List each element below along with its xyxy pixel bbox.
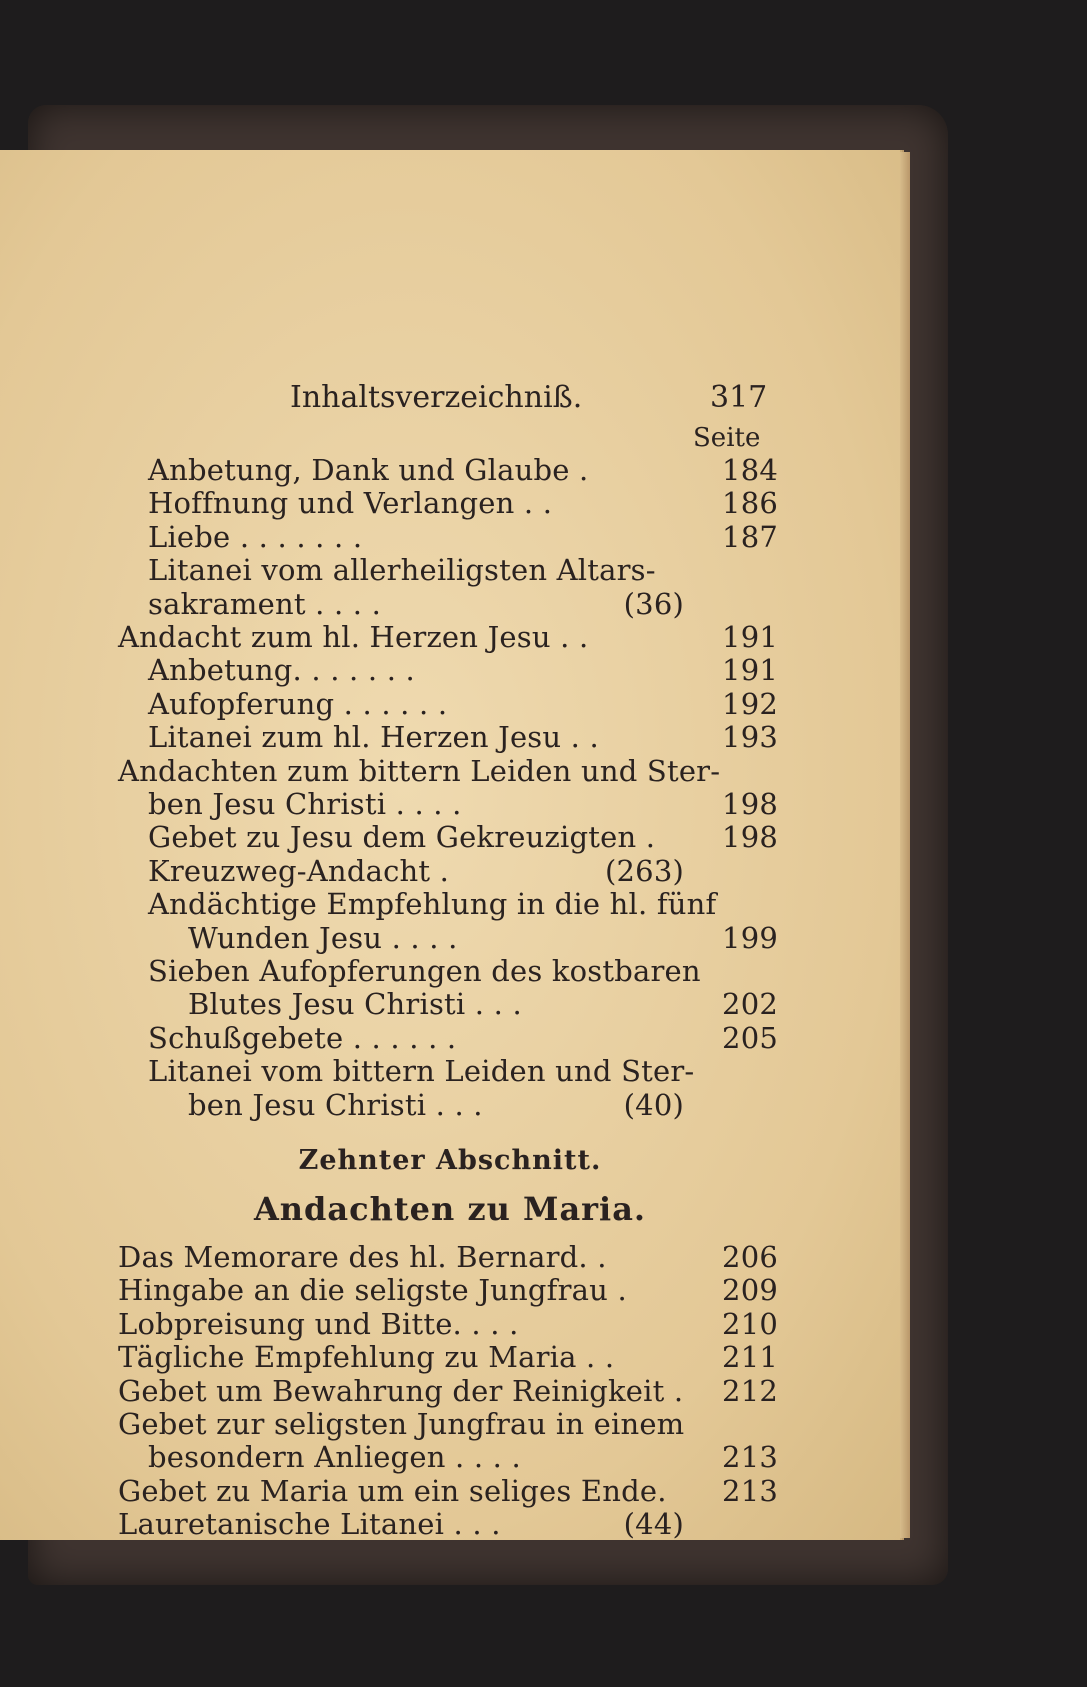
toc-entry-title: Gebet um Bewahrung der Reinigkeit . <box>118 1373 684 1408</box>
toc-entry-title: Lauretanische Litanei . . . <box>118 1507 501 1542</box>
toc-entry-title: Hoffnung und Verlangen . . <box>148 486 553 521</box>
toc-entry-title: Das Memorare des hl. Bernard. . <box>118 1240 607 1274</box>
toc-entry-title: Anbetung, Dank und Glaube . <box>148 453 589 487</box>
toc-entry-page: 186 <box>722 486 778 521</box>
toc-entry-page: 193 <box>722 720 778 755</box>
toc-entry-title: Litanei vom allerheiligsten Altars- <box>148 553 656 588</box>
toc-entry-title: Litanei vom bittern Leiden und Ster- <box>148 1054 695 1089</box>
toc-entry-page: (44) <box>623 1507 684 1542</box>
toc-entry-page: 198 <box>722 787 778 821</box>
toc-entry-page: 213 <box>722 1440 778 1475</box>
toc-entry-title: Tägliche Empfehlung zu Maria . . <box>118 1340 615 1375</box>
page-number: 317 <box>710 380 768 415</box>
toc-entry-page: 184 <box>722 453 778 487</box>
page-header-title: Inhaltsverzeichniß. <box>290 380 583 415</box>
toc-entry-page: 191 <box>722 620 778 654</box>
toc-entry-title: Litanei zum hl. Herzen Jesu . . <box>148 720 599 755</box>
toc-entry-title: Gebet zur seligsten Jungfrau in einem <box>118 1407 685 1441</box>
toc-entry-page: 191 <box>722 653 778 688</box>
toc-entry-title: Andächtige Empfehlung in die hl. fünf <box>148 887 717 922</box>
toc-entry-page: 199 <box>722 920 778 955</box>
toc-entry-title: Lobpreisung und Bitte. . . . <box>118 1306 519 1341</box>
section-number: Zehnter Abschnitt. <box>298 1145 602 1176</box>
toc-entry-page: (263) <box>605 853 684 888</box>
toc-entry-title: Schußgebete . . . . . . <box>148 1020 457 1055</box>
toc-entry-page: 210 <box>722 1306 778 1341</box>
toc-entry-title: Gebet zu Jesu dem Gekreuzigten . <box>148 820 656 855</box>
page-edge <box>900 152 910 1538</box>
toc-entry-title: Andachten zum bittern Leiden und Ster- <box>118 753 721 788</box>
toc-entry-title: sakrament . . . . <box>148 586 382 621</box>
toc-entry-title: ben Jesu Christi . . . <box>188 1087 483 1122</box>
toc-entry-page: (40) <box>623 1087 684 1122</box>
toc-entry-page: 205 <box>722 1020 778 1055</box>
toc-entry-page: 209 <box>722 1273 778 1308</box>
toc-entry-title: Wunden Jesu . . . . <box>188 920 458 955</box>
toc-entry-title: besondern Anliegen . . . . <box>148 1440 521 1475</box>
toc-entry-title: Sieben Aufopferungen des kostbaren <box>148 954 701 988</box>
toc-entry-title: Hingabe an die seligste Jungfrau . <box>118 1273 627 1308</box>
toc-entry-page: 213 <box>722 1473 778 1508</box>
book-page <box>0 150 900 1540</box>
toc-entry-title: Liebe . . . . . . . <box>148 519 363 554</box>
toc-entry-page: 212 <box>722 1373 778 1408</box>
toc-entry-page: 202 <box>722 987 778 1022</box>
toc-entry-page: 187 <box>722 519 778 554</box>
toc-entry-title: Aufopferung . . . . . . <box>148 686 448 721</box>
toc-entry-title: Andacht zum hl. Herzen Jesu . . <box>118 620 589 654</box>
toc-entry-page: 198 <box>722 820 778 855</box>
toc-entry-page: 192 <box>722 686 778 721</box>
column-label-seite: Seite <box>693 423 761 453</box>
toc-entry-title: ben Jesu Christi . . . . <box>148 787 462 821</box>
toc-entry-page: (36) <box>623 586 684 621</box>
toc-entry-title: Blutes Jesu Christi . . . <box>188 987 522 1022</box>
section-title: Andachten zu Maria. <box>253 1190 647 1228</box>
toc-entry-page: 211 <box>722 1340 778 1375</box>
toc-entry-page: 206 <box>722 1240 778 1274</box>
toc-entry-title: Gebet zu Maria um ein seliges Ende. <box>118 1473 667 1508</box>
toc-entry-title: Kreuzweg-Andacht . <box>148 853 450 888</box>
toc-entry-title: Anbetung. . . . . . . <box>148 653 415 688</box>
